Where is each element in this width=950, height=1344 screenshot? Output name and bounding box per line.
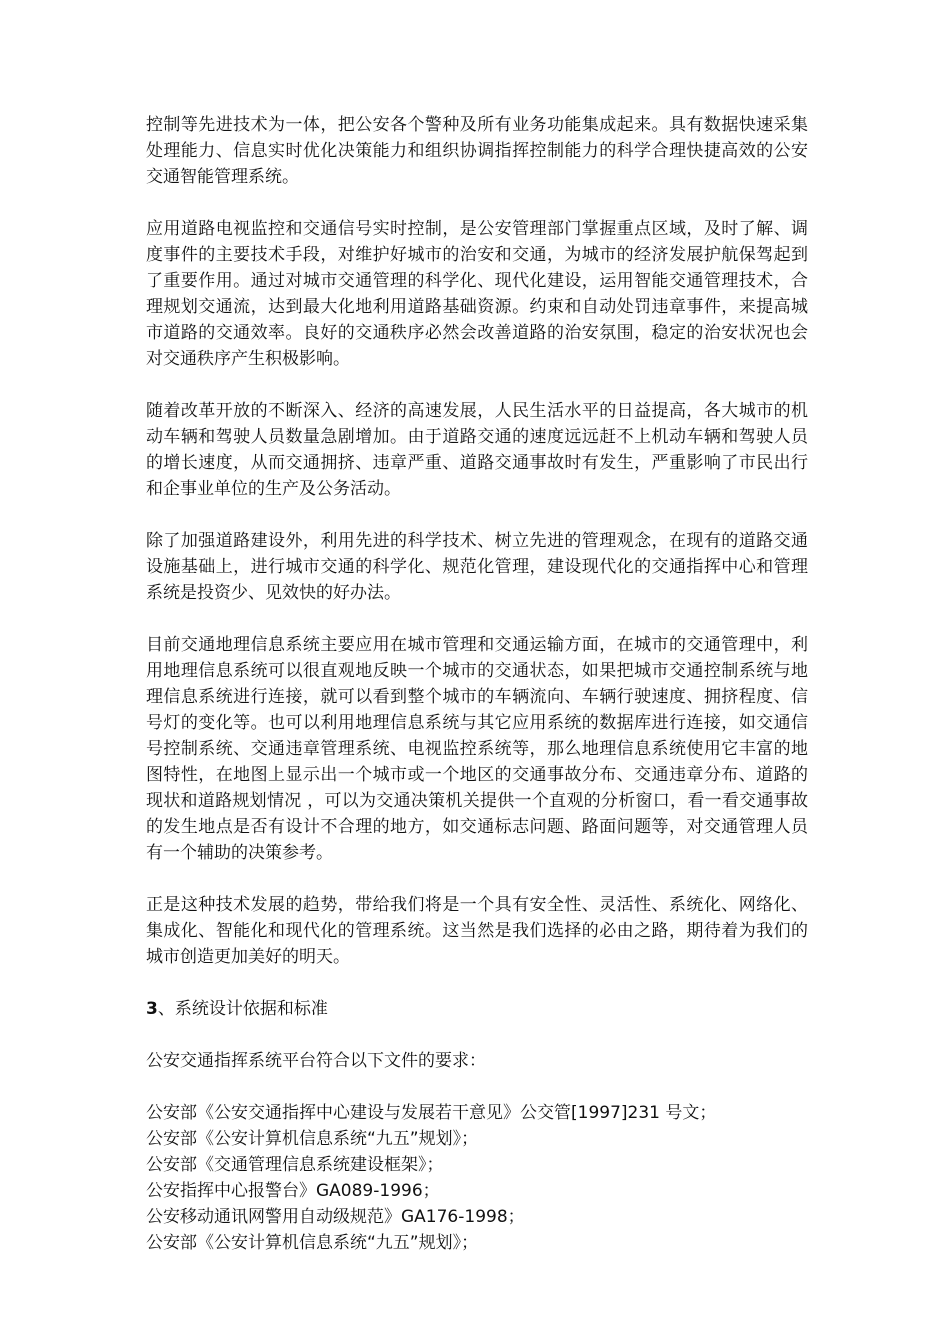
section-number: 3 bbox=[146, 999, 158, 1019]
reference-item: 公安部《公安计算机信息系统“九五”规划》； bbox=[146, 1233, 479, 1253]
paragraph-intro-continuation: 控制等先进技术为一体，把公安各个警种及所有业务功能集成起来。具有数据快速采集处理能力、信息实时优化决策能力和组织协调指挥控制能力的科学合理快捷高效的公安交通智能管理系统。 bbox=[146, 115, 808, 187]
paragraph-traffic-growth: 随着改革开放的不断深入、经济的高速发展，人民生活水平的日益提高，各大城市的机动车辆和驾驶人员数量急剧增加。由于道路交通的速度远远赶不上机动车辆和驾驶人员的增长速度，从而交通拥挤、违章严重、道路交通事故时有发生，严重影响了市民出行和企事业单位的生产及公务活动。 bbox=[146, 401, 808, 499]
section-title: 、系统设计依据和标准 bbox=[157, 999, 328, 1019]
section-heading bbox=[146, 996, 808, 1022]
requirements-intro: 公安交通指挥系统平台符合以下文件的要求： bbox=[146, 1051, 486, 1071]
paragraph-trend: 正是这种技术发展的趋势，带给我们将是一个具有安全性、灵活性、系统化、网络化、集成化、智能化和现代化的管理系统。这当然是我们选择的必由之路，期待着为我们的城市创造更加美好的明天。 bbox=[146, 895, 808, 967]
reference-item: 公安指挥中心报警台》GA089-1996； bbox=[146, 1181, 440, 1201]
paragraph-command-center: 除了加强道路建设外，利用先进的科学技术、树立先进的管理观念，在现有的道路交通设施基础上，进行城市交通的科学化、规范化管理，建设现代化的交通指挥中心和管理系统是投资少、见效快的好办法。 bbox=[146, 531, 808, 603]
reference-item: 公安移动通讯网警用自动级规范》GA176-1998； bbox=[146, 1207, 525, 1227]
paragraph-video-monitoring: 应用道路电视监控和交通信号实时控制，是公安管理部门掌握重点区域，及时了解、调度事件的主要技术手段，对维护好城市的治安和交通，为城市的经济发展护航保驾起到了重要作用。通过对城市交通管理的科学化、现代化建设，运用智能交通管理技术，合理规划交通流，达到最大化地利用道路基础资源。约束和自动处罚违章事件，来提高城市道路的交通效率。良好的交通秩序必然会改善道路的治安氛围，稳定的治安状况也会对交通秩序产生积极影响。 bbox=[146, 219, 808, 369]
document-body bbox=[146, 112, 808, 1256]
reference-item: 公安部《交通管理信息系统建设框架》； bbox=[146, 1155, 444, 1175]
reference-list bbox=[146, 1100, 808, 1256]
reference-item: 公安部《公安计算机信息系统“九五”规划》； bbox=[146, 1129, 479, 1149]
reference-item: 公安部《公安交通指挥中心建设与发展若干意见》公交管[1997]231 号文； bbox=[146, 1103, 717, 1123]
paragraph-gis: 目前交通地理信息系统主要应用在城市管理和交通运输方面，在城市的交通管理中，利用地理信息系统可以很直观地反映一个城市的交通状态，如果把城市交通控制系统与地理信息系统进行连接，就可以看到整个城市的车辆流向、车辆行驶速度、拥挤程度、信号灯的变化等。也可以利用地理信息系统与其它应用系统的数据库进行连接，如交通信号控制系统、交通违章管理系统、电视监控系统等，那么地理信息系统使用它丰富的地图特性，在地图上显示出一个城市或一个地区的交通事故分布、交通违章分布、道路的现状和道路规划情况 ，可以为交通决策机关提供一个直观的分析窗口，看一看交通事故的发生地点是否有设计不合理的地方，如交通标志问题、路面问题等，对交通管理人员有一个辅助的决策参考。 bbox=[146, 635, 808, 863]
